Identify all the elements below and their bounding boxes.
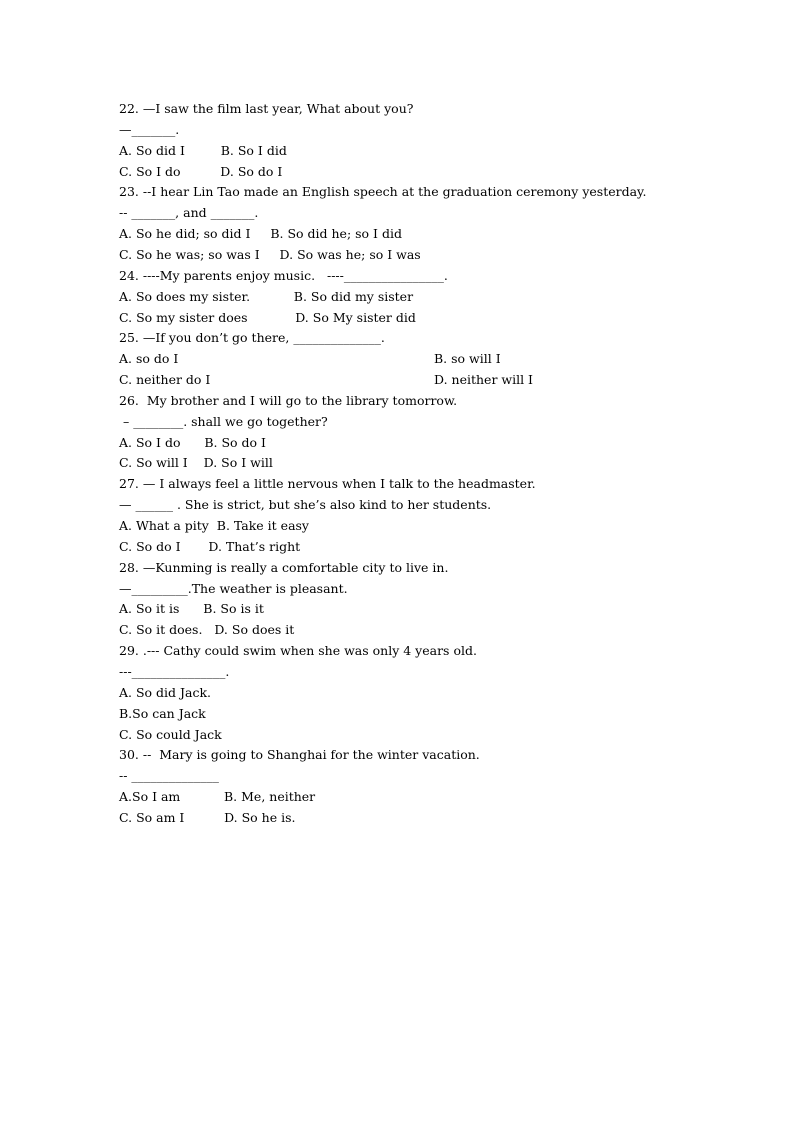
text-line: A. So I do B. So do I <box>119 434 266 450</box>
option-right-column: D. neither will I <box>434 372 533 388</box>
text-line: A. What a pity B. Take it easy <box>119 518 309 533</box>
text-line: A. So it is B. So is it <box>119 601 264 617</box>
text-line: —_________.The weather is pleasant. <box>119 580 348 596</box>
text-line: -- ______________ <box>119 768 219 784</box>
text-line: A. So does my sister. B. So did my sister <box>119 288 414 304</box>
text-line: A. So he did; so did I B. So did he; so I did <box>119 226 402 242</box>
text-line: A. So did I B. So I did <box>119 142 287 158</box>
text-line: 28. —Kunming is really a comfortable city to live in. <box>119 559 449 575</box>
text-line: C. So will I D. So I will <box>119 455 273 471</box>
text-line: C. So I do D. So do I <box>119 163 283 179</box>
text-line: C. So am I D. So he is. <box>119 809 296 825</box>
text-line: B.So can Jack <box>119 705 206 721</box>
text-line: -- _______, and _______. <box>119 205 259 221</box>
text-line: C. So my sister does D. So My sister did <box>119 309 416 325</box>
text-line: 30. -- Mary is going to Shanghai for the winter vacation. <box>119 747 480 763</box>
option-right-column: B. so will I <box>434 351 501 367</box>
text-line: 24. ----My parents enjoy music. ----________________. <box>119 267 448 283</box>
text-line: C. So could Jack <box>119 726 222 742</box>
text-line: ---_______________. <box>119 663 230 679</box>
text-line: 22. —I saw the film last year, What about you? <box>119 101 414 116</box>
text-line: A. So did Jack. <box>119 684 212 700</box>
text-line: — ______ . She is strict, but she’s also kind to her students. <box>119 497 492 513</box>
text-line: C. So do I D. That’s right <box>119 538 301 554</box>
text-line: 25. —If you don’t go there, ______________. <box>119 330 385 346</box>
text-line: —_______. <box>119 121 180 137</box>
text-line: C. So he was; so was I D. So was he; so I was <box>119 246 421 262</box>
text-line: 23. --I hear Lin Tao made an English speech at the graduation ceremony yesterday. <box>119 184 647 200</box>
text-line: 27. — I always feel a little nervous when I talk to the headmaster. <box>119 476 536 492</box>
text-line: C. neither do I <box>119 372 211 388</box>
text-line: 29. .--- Cathy could swim when she was only 4 years old. <box>119 643 477 659</box>
text-line: – ________. shall we go together? <box>119 413 328 429</box>
text-line: A.So I am B. Me, neither <box>119 789 316 805</box>
text-line: 26. My brother and I will go to the library tomorrow. <box>119 392 458 408</box>
text-line: A. so do I <box>119 351 179 367</box>
text-line: C. So it does. D. So does it <box>119 622 295 638</box>
